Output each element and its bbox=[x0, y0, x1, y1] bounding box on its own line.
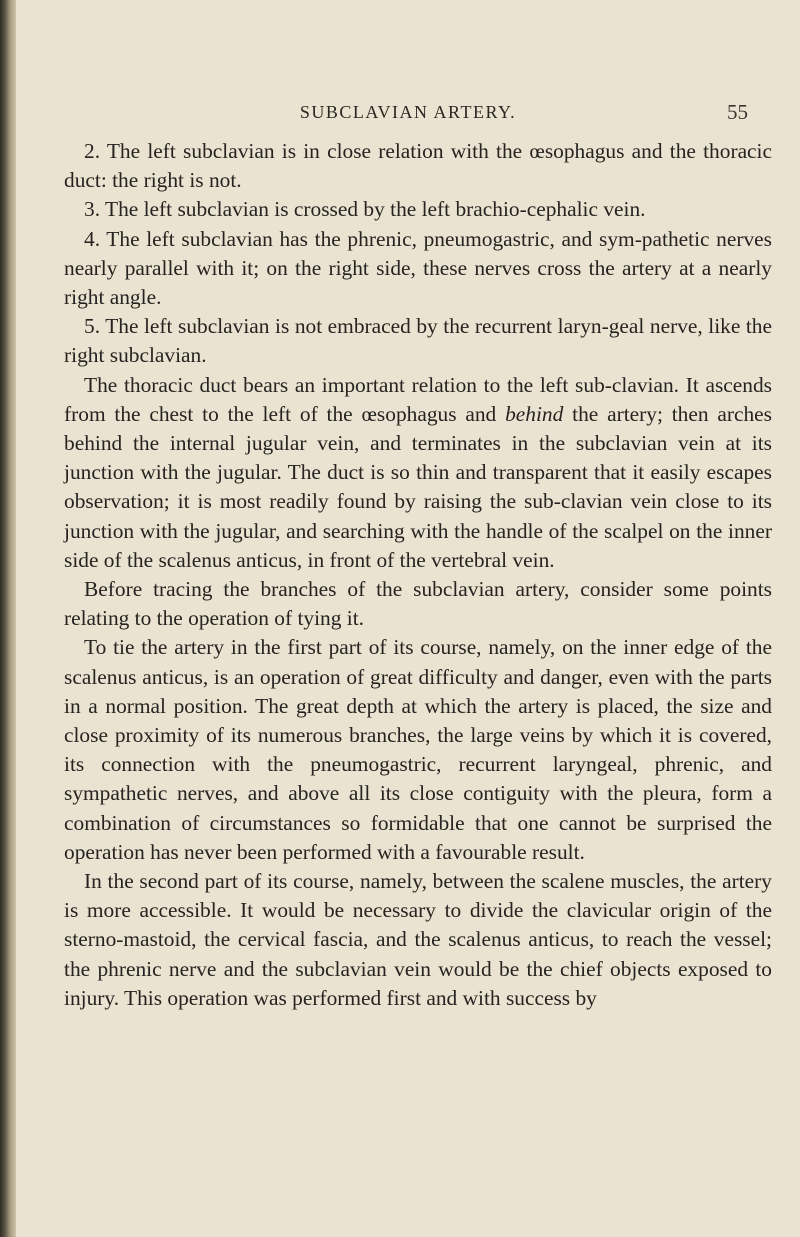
running-head: SUBCLAVIAN ARTERY. bbox=[299, 102, 517, 122]
page-number: 55 bbox=[727, 100, 748, 124]
page-header bbox=[16, 100, 800, 130]
paragraph-before-tracing: Before tracing the branches of the subclavian artery, consider some points relating to the operation of tying it. bbox=[64, 577, 772, 631]
book-page bbox=[16, 0, 800, 1237]
paragraph-second-part: In the second part of its course, namely, between the scalene muscles, the artery is more accessible. It would be necessary to divide the clavicular origin of the sterno-mastoid, the cervical fascia, and the scalenus anticus, to reach the vessel; the phrenic nerve and the subclavian vein would be the chief objects exposed to injury. This operation was performed first and with success by bbox=[64, 869, 772, 1010]
paragraph-point-4: 4. The left subclavian has the phrenic, pneumogastric, and sym-pathetic nerves nearly parallel with it; on the right side, these nerves cross the artery at a nearly right angle. bbox=[64, 226, 772, 310]
book-binding-edge bbox=[0, 0, 16, 1237]
paragraph-point-3: 3. The left subclavian is crossed by the left brachio-cephalic vein. bbox=[84, 197, 646, 222]
body-text bbox=[64, 137, 772, 1013]
thoracic-duct-text-end: the artery; then arches behind the internal jugular vein, and terminates in the subclavian vein at its junction with the jugular. The duct is so thin and transparent that it easily escapes observation; it is most readily found by raising the sub-clavian vein close to its junction with the jugular, and searching with the handle of the scalpel on the inner side of the scalenus anticus, in front of the vertebral vein. bbox=[64, 401, 772, 572]
paragraph-first-part: To tie the artery in the first part of its course, namely, on the inner edge of the scalenus anticus, is an operation of great difficulty and danger, even with the parts in a normal position. The great depth at which the artery is placed, the size and close proximity of its numerous branches, the large veins by which it is covered, its connection with the pneumogastric, recurrent laryngeal, phrenic, and sympathetic nerves, and above all its close contiguity with the pleura, form a combination of circumstances so formidable that one cannot be surprised the operation has never been performed with a favourable result. bbox=[64, 635, 772, 864]
thoracic-duct-text-start: The thoracic duct bears an important relation to the left sub-clavian. It ascends from the chest to the left of the œsophagus and bbox=[64, 372, 772, 426]
paragraph-point-2: 2. The left subclavian is in close relation with the œsophagus and the thoracic duct: the right is not. bbox=[64, 139, 772, 193]
emphasis-behind: behind bbox=[505, 401, 564, 426]
paragraph-thoracic-duct bbox=[64, 371, 772, 575]
paragraph-point-5: 5. The left subclavian is not embraced by the recurrent laryn-geal nerve, like the right subclavian. bbox=[64, 314, 772, 368]
